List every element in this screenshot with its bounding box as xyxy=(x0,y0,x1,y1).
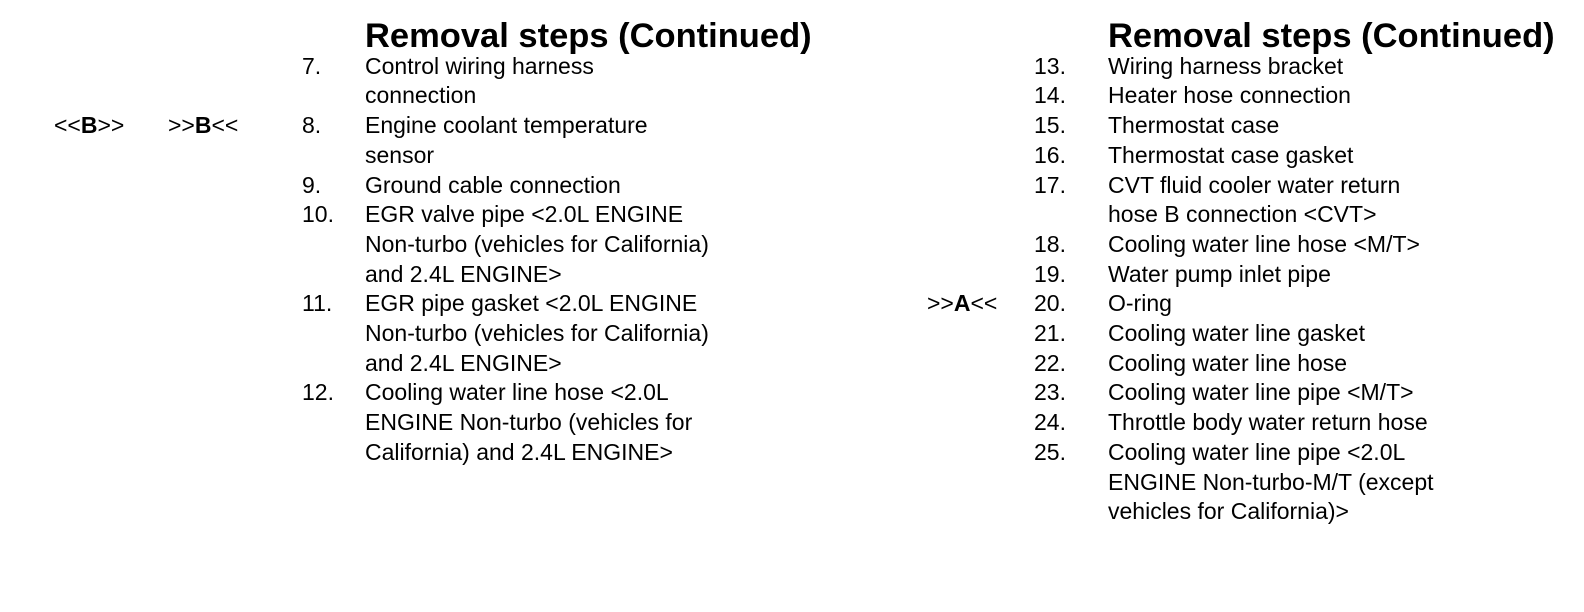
step-number: 13. xyxy=(1034,52,1066,79)
mark-letter: B xyxy=(194,112,212,139)
step-number: 19. xyxy=(1034,260,1066,287)
step-item xyxy=(790,289,1584,319)
step-number: 12. xyxy=(302,379,334,406)
procedure-reference-mark xyxy=(54,111,124,141)
step-number: 17. xyxy=(1034,171,1066,198)
right-steps-list xyxy=(790,52,1584,527)
step-item xyxy=(790,171,1584,230)
step-item xyxy=(790,378,1584,408)
step-item xyxy=(0,289,790,378)
step-number: 10. xyxy=(302,201,334,228)
step-text: Ground cable connection xyxy=(365,171,621,198)
procedure-reference-mark xyxy=(168,111,238,141)
mark-suffix: >> xyxy=(97,112,125,139)
right-column-heading: Removal steps (Continued) xyxy=(1108,17,1555,55)
step-number: 24. xyxy=(1034,409,1066,436)
step-text: Cooling water line pipe <2.0L ENGINE Non-turbo-M/T (except vehicles for California)> xyxy=(1108,438,1434,525)
step-text: Throttle body water return hose xyxy=(1108,409,1428,436)
step-item xyxy=(790,319,1584,349)
mark-prefix: >> xyxy=(168,112,195,139)
step-text: CVT fluid cooler water return hose B connection <CVT> xyxy=(1108,171,1401,228)
step-text: Thermostat case gasket xyxy=(1108,141,1354,168)
step-text: Cooling water line hose <M/T> xyxy=(1108,230,1420,257)
step-number: 8. xyxy=(302,112,322,139)
step-item xyxy=(0,52,790,111)
step-text: Water pump inlet pipe xyxy=(1108,260,1331,287)
mark-suffix: << xyxy=(211,112,239,139)
step-item xyxy=(0,378,790,467)
step-text: EGR valve pipe <2.0L ENGINE Non-turbo (vehicles for California) and 2.4L ENGINE> xyxy=(365,201,709,287)
step-number: 20. xyxy=(1034,290,1066,317)
step-text: Engine coolant temperature sensor xyxy=(365,112,648,168)
step-item xyxy=(790,111,1584,141)
step-item xyxy=(790,260,1584,290)
removal-steps-left-column xyxy=(0,17,812,468)
step-text: Cooling water line gasket xyxy=(1108,320,1365,347)
step-text: Control wiring harness connection xyxy=(365,52,594,109)
step-item xyxy=(790,230,1584,260)
step-text: Cooling water line hose xyxy=(1108,349,1348,376)
left-column-heading: Removal steps (Continued) xyxy=(365,17,812,55)
mark-suffix: << xyxy=(970,290,998,317)
step-item xyxy=(0,111,790,170)
step-number: 15. xyxy=(1034,112,1066,139)
step-number: 11. xyxy=(302,290,333,317)
step-text: Thermostat case xyxy=(1108,112,1280,139)
step-number: 7. xyxy=(302,52,322,79)
step-number: 21. xyxy=(1034,320,1066,347)
step-item xyxy=(0,171,790,201)
mark-letter: B xyxy=(80,112,98,139)
step-number: 9. xyxy=(302,171,322,198)
step-item xyxy=(790,438,1584,527)
step-number: 25. xyxy=(1034,438,1066,465)
step-text: EGR pipe gasket <2.0L ENGINE Non-turbo (vehicles for California) and 2.4L ENGINE> xyxy=(365,290,709,376)
step-item xyxy=(790,52,1584,82)
step-item xyxy=(0,200,790,289)
step-item xyxy=(790,81,1584,111)
step-number: 23. xyxy=(1034,379,1066,406)
step-number: 14. xyxy=(1034,82,1066,109)
step-text: Cooling water line pipe <M/T> xyxy=(1108,379,1414,406)
step-item xyxy=(790,408,1584,438)
step-text: O-ring xyxy=(1108,290,1172,317)
step-number: 18. xyxy=(1034,230,1066,257)
step-text: Heater hose connection xyxy=(1108,82,1351,109)
step-number: 22. xyxy=(1034,349,1066,376)
step-item xyxy=(790,141,1584,171)
mark-letter: A xyxy=(953,290,971,317)
step-number: 16. xyxy=(1034,141,1066,168)
procedure-reference-mark xyxy=(927,289,997,319)
step-item xyxy=(790,349,1584,379)
step-text: Wiring harness bracket xyxy=(1108,52,1344,79)
mark-prefix: << xyxy=(54,112,81,139)
removal-steps-right-column xyxy=(790,17,1584,527)
left-steps-list xyxy=(0,52,790,468)
mark-prefix: >> xyxy=(927,290,954,317)
step-text: Cooling water line hose <2.0L ENGINE Non-turbo (vehicles for California) and 2.4L ENGINE> xyxy=(365,379,693,465)
